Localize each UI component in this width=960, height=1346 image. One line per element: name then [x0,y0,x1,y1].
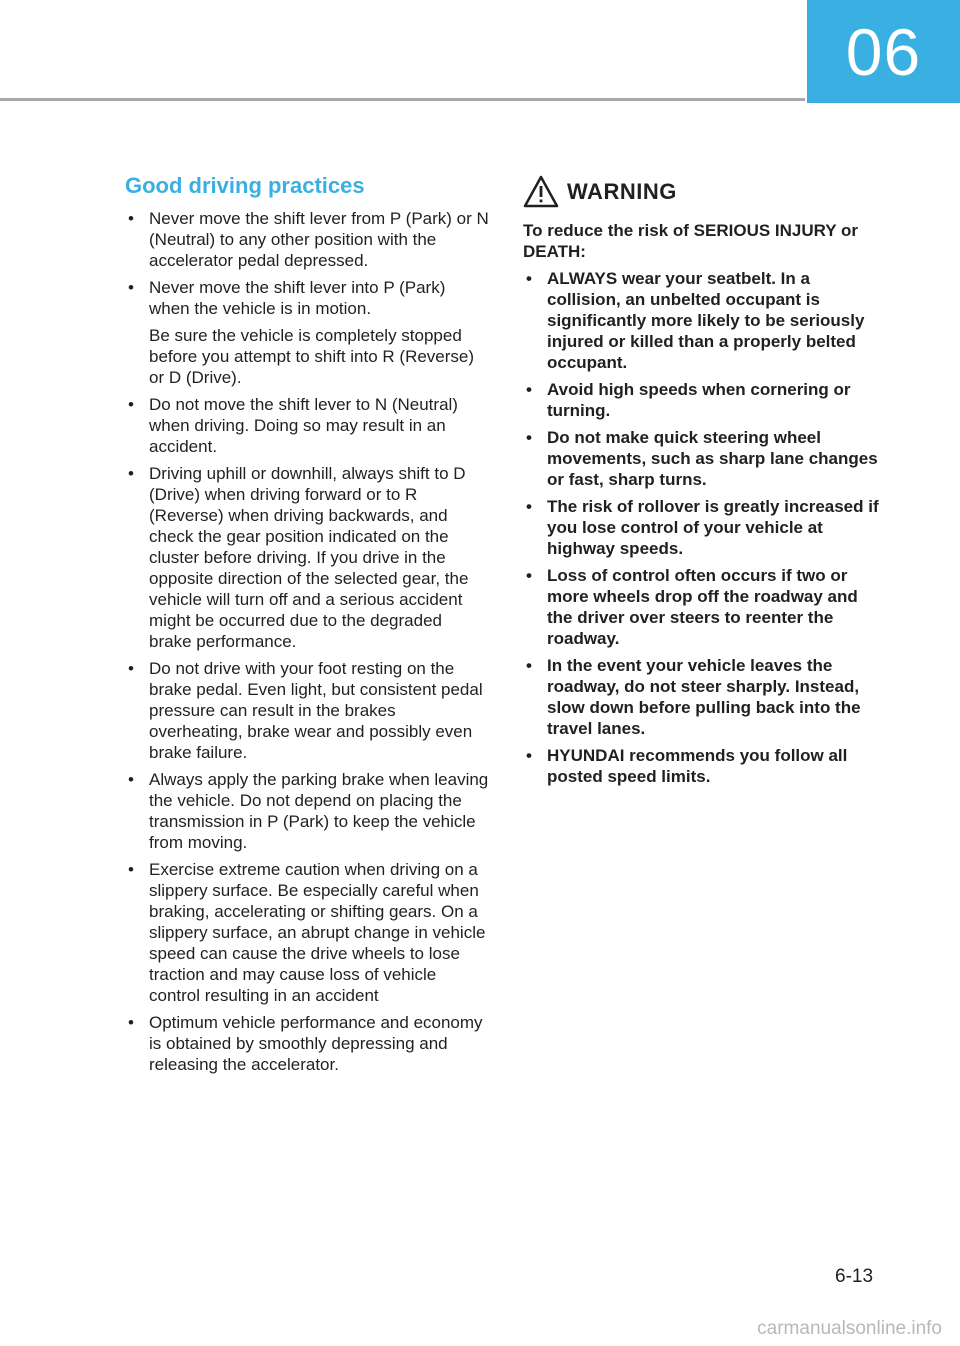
list-item: • HYUNDAI recommends you follow all posted speed limits. [526,746,848,786]
section-title: Good driving practices [125,173,365,198]
watermark[interactable]: carmanualsonline.info [757,1318,942,1339]
bullet-icon: • [526,566,532,585]
list-item: • The risk of rollover is greatly increased if you lose control of your vehicle at highway speeds. [526,497,879,558]
warning-triangle-icon [523,174,559,210]
list-item: • Never move the shift lever from P (Park) or N (Neutral) to any other position with the accelerator pedal depressed. [128,209,489,270]
list-item: • ALWAYS wear your seatbelt. In a collision, an unbelted occupant is significantly more likely to be seriously injured or killed than a properly belted occupant. [526,269,865,372]
list-item: • Never move the shift lever into P (Park) when the vehicle is in motion. Be sure the vehicle is completely stopped before you attempt to shift into R (Reverse) or D (Drive). [125,277,489,388]
bullet-icon: • [128,209,134,228]
chapter-tab [807,0,960,103]
list-item: • Loss of control often occurs if two or more wheels drop off the roadway and the driver over steers to reenter the roadway. [526,566,858,648]
bullet-icon: • [526,497,532,516]
bullet-icon: • [128,278,134,297]
bullet-icon: • [128,464,134,483]
warning-intro: To reduce the risk of SERIOUS INJURY or DEATH: [523,221,859,261]
bullet-icon: • [128,860,134,879]
list-item: • Do not make quick steering wheel movements, such as sharp lane changes or fast, sharp turns. [526,428,878,489]
bullet-icon: • [128,395,134,414]
bullet-icon: • [526,656,532,675]
warning-header [523,172,887,212]
page-number: 6-13 [835,1266,874,1287]
bullet-icon: • [526,269,532,288]
warning-list [523,268,887,787]
warning-title: WARNING [567,179,677,204]
sub-paragraph: Be sure the vehicle is completely stopped before you attempt to shift into R (Reverse) or D (Drive). [149,326,475,387]
good-driving-section [125,172,489,1081]
list-item: • Exercise extreme caution when driving on a slippery surface. Be especially careful when braking, accelerating or shifting gears. On a slippery surface, an abrupt change in vehicle speed can cause the drive wheels to lose traction and may cause loss of vehicle control resulting in an accident [128,860,486,1005]
list-item: • Do not drive with your foot resting on the brake pedal. Even light, but consistent pedal pressure can result in the brakes overheating, brake wear and possibly even brake failure. [128,659,483,762]
bullet-icon: • [526,428,532,447]
bullet-icon: • [526,746,532,765]
list-item: • Always apply the parking brake when leaving the vehicle. Do not depend on placing the transmission in P (Park) to keep the vehicle from moving. [128,770,489,852]
header-rule [0,98,805,101]
list-item: • In the event your vehicle leaves the roadway, do not steer sharply. Instead, slow down before pulling back into the travel lanes. [526,656,861,738]
chapter-number: 06 [845,14,922,89]
list-item: • Do not move the shift lever to N (Neutral) when driving. Doing so may result in an accident. [128,395,458,456]
bullet-icon: • [128,770,134,789]
bullet-icon: • [128,1013,134,1032]
warning-section [523,172,887,793]
bullet-icon: • [526,380,532,399]
list-item: • Optimum vehicle performance and economy is obtained by smoothly depressing and releasing the accelerator. [128,1013,483,1074]
list-item: • Avoid high speeds when cornering or turning. [526,380,851,420]
bullet-icon: • [128,659,134,678]
good-driving-list [125,208,489,1075]
list-item: • Driving uphill or downhill, always shift to D (Drive) when driving forward or to R (Reverse) when driving backwards, and check the gear position indicated on the cluster before driving. If you drive in the opposite direction of the selected gear, the vehicle will turn off and a serious accident might be occurred due to the degraded brake performance. [128,464,469,651]
